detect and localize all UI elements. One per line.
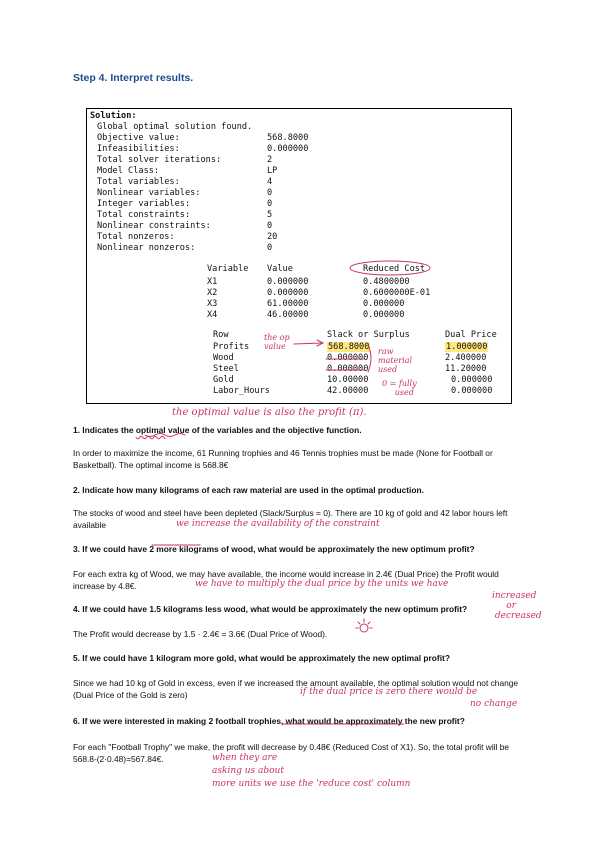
summary-value: 4: [267, 177, 273, 187]
annotation-increase-availability: we increase the availability of the constraint: [176, 519, 380, 529]
solution-status: Global optimal solution found.: [97, 122, 253, 132]
row-dual: 0.000000: [451, 386, 493, 396]
row-slack: 10.00000: [327, 375, 369, 385]
variable-reduced-cost: 0.6000000E-01: [363, 288, 431, 298]
summary-label: Nonlinear nonzeros:: [97, 243, 196, 253]
row-slack: 0.000000: [327, 364, 369, 374]
question-4: 4. If we could have 1.5 kilograms less wood, what would be approximately the new optimum profit?: [73, 604, 468, 614]
question-1: [73, 425, 362, 435]
summary-value: 0: [267, 221, 273, 231]
row-name: Gold: [213, 375, 234, 385]
annotation-dual-zero: if the dual price is zero there would be: [300, 687, 478, 697]
summary-label: Total variables:: [97, 177, 180, 187]
question-1-text-end: value of the variables and the objective function.: [165, 425, 362, 435]
variable-name: X4: [207, 310, 218, 320]
variable-value: 0.000000: [267, 277, 309, 287]
summary-value: LP: [267, 166, 278, 176]
variable-value: 0.000000: [267, 288, 309, 298]
variables-header-variable: Variable: [207, 264, 249, 274]
row-slack-highlighted: 568.8000: [328, 342, 370, 352]
annotation-optimal-profit: the optimal value is also the profit (π).: [172, 407, 367, 418]
summary-value: 20: [267, 232, 278, 242]
rows-header-row: Row: [213, 330, 229, 340]
row-slack: 0.000000: [327, 353, 369, 363]
solution-header: Solution:: [90, 111, 137, 121]
annotation-raw-material: raw material used: [378, 347, 413, 374]
row-name: Steel: [213, 364, 239, 374]
question-5: 5. If we could have 1 kilogram more gold, what would be approximately the new optimal profit?: [73, 653, 450, 663]
summary-label: Objective value:: [97, 133, 180, 143]
summary-label: Total constraints:: [97, 210, 191, 220]
solver-output-box: [86, 108, 512, 404]
row-slack: 42.00000: [327, 386, 369, 396]
summary-label: Infeasibilities:: [97, 144, 180, 154]
row-dual: 2.400000: [445, 353, 487, 363]
variables-header-value: Value: [267, 264, 293, 274]
step-title: Step 4. Interpret results.: [73, 72, 194, 84]
variable-value: 61.00000: [267, 299, 309, 309]
answer-1: In order to maximize the income, 61 Running trophies and 46 Tennis trophies must be made (None for Football or Basketball). The optimal income is 568.8€: [73, 448, 493, 470]
question-3: 3. If we could have 2 more kilograms of wood, what would be approximately the new optimum profit?: [73, 544, 475, 554]
row-dual-highlighted: 1.000000: [446, 342, 488, 352]
row-dual: 0.000000: [451, 375, 493, 385]
variable-name: X1: [207, 277, 218, 287]
answer-5: Since we had 10 kg of Gold in excess, even if we increased the amount available, the optimal solution would not change (Dual Price of the Gold is zero): [73, 678, 519, 700]
rows-header-slack: Slack or Surplus: [327, 330, 410, 340]
row-dual: 11.20000: [445, 364, 487, 374]
summary-label: Total nonzeros:: [97, 232, 175, 242]
variable-value: 46.00000: [267, 310, 309, 320]
row-name: Wood: [213, 353, 234, 363]
summary-value: 568.8000: [267, 133, 309, 143]
row-name: Profits: [213, 342, 250, 352]
summary-value: 0.000000: [267, 144, 309, 154]
summary-value: 0: [267, 188, 273, 198]
summary-label: Integer variables:: [97, 199, 191, 209]
summary-label: Total solver iterations:: [97, 155, 222, 165]
answer-6: For each "Football Trophy" we make, the profit will decrease by 0.48€ (Reduced Cost of X1). So, the total profit will be 568.8-(2·0.48)=567.84€.: [73, 742, 510, 764]
annotation-op-value: the op value: [264, 333, 290, 351]
annotation-fully-used: 0 = fully used: [382, 379, 417, 397]
annotation-multiply-dual: we have to multiply the dual price by the units we have: [195, 579, 449, 589]
summary-value: 5: [267, 210, 273, 220]
variables-header-reduced-cost: Reduced Cost: [363, 264, 426, 274]
question-6: 6. If we were interested in making 2 football trophies, what would be approximately the new profit?: [73, 716, 465, 726]
summary-value: 0: [267, 243, 273, 253]
question-1-text: 1. Indicates the: [73, 425, 136, 435]
summary-label: Model Class:: [97, 166, 160, 176]
summary-value: 2: [267, 155, 273, 165]
annotation-increased-or-decreased: increased or decreased: [492, 591, 542, 621]
answer-3: For each extra kg of Wood, we may have available, the income would increase in 2.4€ (Dual Price) the Profit would increase by 4.8€.: [73, 569, 499, 591]
question-2: 2. Indicate how many kilograms of each raw material are used in the optimal production.: [73, 485, 424, 495]
annotation-reduce-cost: when they are asking us about more units we use the 'reduce cost' column: [212, 753, 411, 789]
summary-label: Nonlinear variables:: [97, 188, 201, 198]
answer-2: The stocks of wood and steel have been depleted (Slack/Surplus = 0). There are 10 kg of gold and 42 labor hours left available: [73, 508, 508, 530]
variable-reduced-cost: 0.000000: [363, 299, 405, 309]
variable-name: X3: [207, 299, 218, 309]
row-name: Labor_Hours: [213, 386, 270, 396]
summary-label: Nonlinear constraints:: [97, 221, 211, 231]
rows-header-dual: Dual Price: [445, 330, 497, 340]
answer-4: The Profit would decrease by 1.5 · 2.4€ = 3.6€ (Dual Price of Wood).: [73, 629, 328, 639]
summary-value: 0: [267, 199, 273, 209]
variable-reduced-cost: 0.000000: [363, 310, 405, 320]
annotation-no-change: no change: [470, 699, 518, 709]
variable-name: X2: [207, 288, 218, 298]
question-1-underlined: optimal: [135, 425, 166, 435]
variable-reduced-cost: 0.4800000: [363, 277, 410, 287]
